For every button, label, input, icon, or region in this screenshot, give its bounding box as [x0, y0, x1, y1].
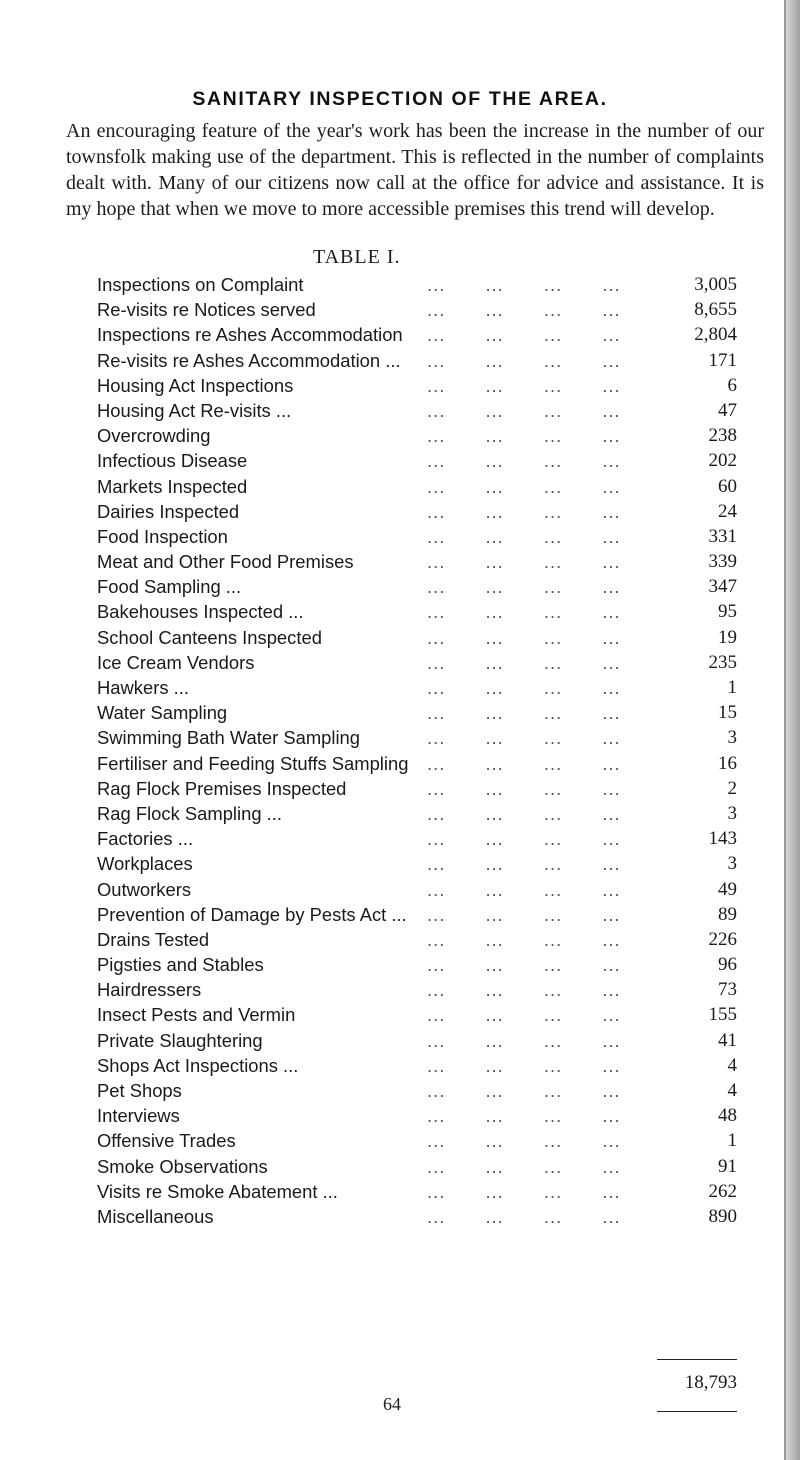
- row-value: 202: [703, 448, 738, 473]
- row-label: Rag Flock Sampling ...: [97, 802, 283, 824]
- table-row: [97, 650, 737, 675]
- row-value: 331: [703, 524, 738, 549]
- row-leader-dots: ... ... ... ...: [427, 500, 621, 522]
- table-row: [97, 322, 737, 347]
- row-label: Pet Shops: [97, 1080, 182, 1101]
- row-value: 3: [722, 725, 738, 750]
- row-leader-dots: ... ... ... ...: [427, 853, 621, 875]
- table-row: [97, 801, 737, 826]
- row-label: Factories ...: [97, 828, 194, 850]
- row-leader-dots: ... ... ... ...: [427, 928, 621, 950]
- row-leader-dots: ... ... ... ...: [427, 1029, 621, 1051]
- row-label: Housing Act Inspections: [97, 374, 294, 396]
- row-value: 155: [703, 1002, 738, 1027]
- row-value: 91: [712, 1154, 737, 1179]
- row-value: 96: [712, 952, 737, 977]
- row-label: Fertiliser and Feeding Stuffs Sampling: [97, 752, 409, 774]
- row-label: Private Slaughtering: [97, 1029, 263, 1051]
- row-leader-dots: ... ... ... ...: [427, 677, 621, 698]
- table-row: [97, 700, 737, 725]
- table-total: 18,793: [684, 1372, 737, 1393]
- row-label: Hairdressers: [97, 979, 202, 1001]
- row-value: 15: [712, 700, 737, 725]
- row-label: Overcrowding: [97, 425, 211, 447]
- row-label: Workplaces: [97, 853, 193, 875]
- table-row: [97, 1002, 737, 1027]
- row-leader-dots: ... ... ... ...: [427, 828, 621, 850]
- row-leader-dots: ... ... ... ...: [427, 1105, 621, 1127]
- intro-paragraph: An encouraging feature of the year's work has been the increase in the number of our townsfolk making use of the department. This is reflected in the number of complaints dealt with. Many of our citizens now call at the office for advice and assistance. It is my hope that when we move to more accessible premises this trend will develop.: [66, 120, 764, 220]
- table-row: [97, 1103, 737, 1128]
- row-label: Visits re Smoke Abatement ...: [97, 1180, 338, 1202]
- row-label: Shops Act Inspections ...: [97, 1054, 299, 1076]
- row-leader-dots: ... ... ... ...: [427, 727, 621, 749]
- row-value: 143: [703, 826, 738, 851]
- row-label: Interviews: [97, 1105, 180, 1127]
- table-row: [97, 423, 737, 448]
- row-leader-dots: ... ... ... ...: [427, 1130, 621, 1152]
- table-row: [97, 1179, 737, 1204]
- row-leader-dots: ... ... ... ...: [427, 802, 621, 824]
- row-value: 95: [712, 599, 737, 624]
- row-value: 41: [712, 1028, 737, 1053]
- row-label: Swimming Bath Water Sampling: [97, 727, 361, 749]
- row-label: Housing Act Re-visits ...: [97, 399, 292, 421]
- table-row: [97, 877, 737, 902]
- table-row: [97, 952, 737, 977]
- table-row: [97, 448, 737, 473]
- row-leader-dots: ... ... ... ...: [427, 1054, 621, 1076]
- row-label: Meat and Other Food Premises: [97, 551, 354, 573]
- row-label: Drains Tested: [97, 928, 210, 950]
- table-row: [97, 348, 737, 373]
- table-row: [97, 524, 737, 549]
- row-value: 262: [703, 1179, 738, 1204]
- row-value: 4: [722, 1078, 738, 1103]
- row-label: Food Inspection: [97, 525, 228, 547]
- row-label: Miscellaneous: [97, 1205, 214, 1227]
- row-value: 171: [703, 348, 738, 373]
- row-leader-dots: ... ... ... ...: [427, 1004, 621, 1026]
- row-label: Water Sampling: [97, 702, 228, 724]
- row-leader-dots: ... ... ... ...: [427, 1180, 621, 1202]
- row-label: Markets Inspected: [97, 475, 248, 497]
- row-leader-dots: ... ... ... ...: [427, 651, 621, 673]
- row-value: 347: [703, 574, 738, 599]
- row-label: Dairies Inspected: [97, 500, 240, 522]
- table-title: TABLE I.: [313, 246, 401, 268]
- table-row: [97, 599, 737, 624]
- table-row: [97, 549, 737, 574]
- table-row: [97, 1053, 737, 1078]
- row-value: 16: [712, 751, 737, 776]
- row-label: Inspections re Ashes Accommodation: [97, 324, 403, 346]
- row-value: 24: [712, 499, 737, 524]
- row-leader-dots: ... ... ... ...: [427, 979, 621, 1001]
- page-edge: [786, 0, 800, 1460]
- row-value: 1: [722, 1128, 738, 1153]
- row-leader-dots: ... ... ... ...: [427, 1205, 621, 1227]
- row-value: 60: [712, 474, 737, 499]
- row-leader-dots: ... ... ... ...: [427, 551, 621, 573]
- row-value: 6: [722, 373, 738, 398]
- row-leader-dots: ... ... ... ...: [427, 475, 621, 497]
- row-value: 3,005: [688, 272, 737, 297]
- row-label: Infectious Disease: [97, 450, 248, 472]
- row-label: Prevention of Damage by Pests Act ...: [97, 903, 407, 925]
- row-leader-dots: ... ... ... ...: [427, 374, 621, 396]
- row-leader-dots: ... ... ... ...: [427, 299, 621, 321]
- table-row: [97, 1204, 737, 1229]
- row-value: 2: [722, 776, 738, 801]
- row-leader-dots: ... ... ... ...: [427, 878, 621, 900]
- row-value: 339: [703, 549, 738, 574]
- row-leader-dots: ... ... ... ...: [427, 777, 621, 799]
- row-label: School Canteens Inspected: [97, 626, 322, 648]
- table-row: [97, 902, 737, 927]
- table-row: [97, 776, 737, 801]
- row-value: 1: [722, 675, 738, 700]
- row-value: 49: [712, 877, 737, 902]
- row-value: 3: [722, 801, 738, 826]
- table-row: [97, 725, 737, 750]
- table-row: [97, 297, 737, 322]
- row-label: Re-visits re Ashes Accommodation ...: [97, 349, 401, 371]
- total-rule-top: [657, 1359, 737, 1360]
- row-value: 2,804: [688, 322, 737, 347]
- row-label: Outworkers: [97, 878, 192, 900]
- table-row: [97, 977, 737, 1002]
- row-value: 48: [712, 1103, 737, 1128]
- row-label: Pigsties and Stables: [97, 954, 264, 976]
- row-leader-dots: ... ... ... ...: [427, 1080, 621, 1101]
- table-row: [97, 625, 737, 650]
- table-row: [97, 751, 737, 776]
- row-leader-dots: ... ... ... ...: [427, 349, 621, 371]
- row-value: 73: [712, 977, 737, 1002]
- row-value: 4: [722, 1053, 738, 1078]
- row-leader-dots: ... ... ... ...: [427, 903, 621, 925]
- row-value: 890: [703, 1204, 738, 1229]
- row-leader-dots: ... ... ... ...: [427, 954, 621, 976]
- row-label: Bakehouses Inspected ...: [97, 601, 304, 623]
- row-label: Smoke Observations: [97, 1155, 268, 1177]
- row-leader-dots: ... ... ... ...: [427, 601, 621, 623]
- inspection-table: [97, 272, 737, 1229]
- table-row: [97, 499, 737, 524]
- row-value: 3: [722, 851, 738, 876]
- row-leader-dots: ... ... ... ...: [427, 425, 621, 447]
- total-rule-bottom: [657, 1411, 737, 1412]
- table-row: [97, 474, 737, 499]
- row-label: Hawkers ...: [97, 677, 189, 698]
- row-value: 8,655: [688, 297, 737, 322]
- row-label: Insect Pests and Vermin: [97, 1004, 296, 1026]
- row-label: Rag Flock Premises Inspected: [97, 777, 347, 799]
- row-leader-dots: ... ... ... ...: [427, 525, 621, 547]
- row-leader-dots: ... ... ... ...: [427, 274, 621, 295]
- row-leader-dots: ... ... ... ...: [427, 702, 621, 724]
- table-row: [97, 373, 737, 398]
- row-leader-dots: ... ... ... ...: [427, 1155, 621, 1177]
- row-value: 235: [703, 650, 738, 675]
- row-leader-dots: ... ... ... ...: [427, 399, 621, 421]
- row-leader-dots: ... ... ... ...: [427, 576, 621, 598]
- table-row: [97, 1128, 737, 1153]
- row-label: Food Sampling ...: [97, 576, 242, 598]
- table-row: [97, 1028, 737, 1053]
- section-heading: SANITARY INSPECTION OF THE AREA.: [192, 88, 608, 110]
- row-leader-dots: ... ... ... ...: [427, 324, 621, 346]
- table-row: [97, 675, 737, 700]
- table-row: [97, 927, 737, 952]
- page-number: 64: [383, 1394, 401, 1414]
- row-leader-dots: ... ... ... ...: [427, 450, 621, 472]
- row-label: Re-visits re Notices served: [97, 299, 316, 321]
- table-row: [97, 1154, 737, 1179]
- table-row: [97, 272, 737, 297]
- row-value: 89: [712, 902, 737, 927]
- row-label: Offensive Trades: [97, 1130, 236, 1152]
- table-row: [97, 1078, 737, 1103]
- row-label: Ice Cream Vendors: [97, 651, 255, 673]
- row-leader-dots: ... ... ... ...: [427, 626, 621, 648]
- table-row: [97, 826, 737, 851]
- row-value: 19: [712, 625, 737, 650]
- row-value: 238: [703, 423, 738, 448]
- row-value: 226: [703, 927, 738, 952]
- row-label: Inspections on Complaint: [97, 274, 304, 295]
- table-row: [97, 851, 737, 876]
- table-row: [97, 574, 737, 599]
- row-leader-dots: ... ... ... ...: [427, 752, 621, 774]
- table-row: [97, 398, 737, 423]
- row-value: 47: [712, 398, 737, 423]
